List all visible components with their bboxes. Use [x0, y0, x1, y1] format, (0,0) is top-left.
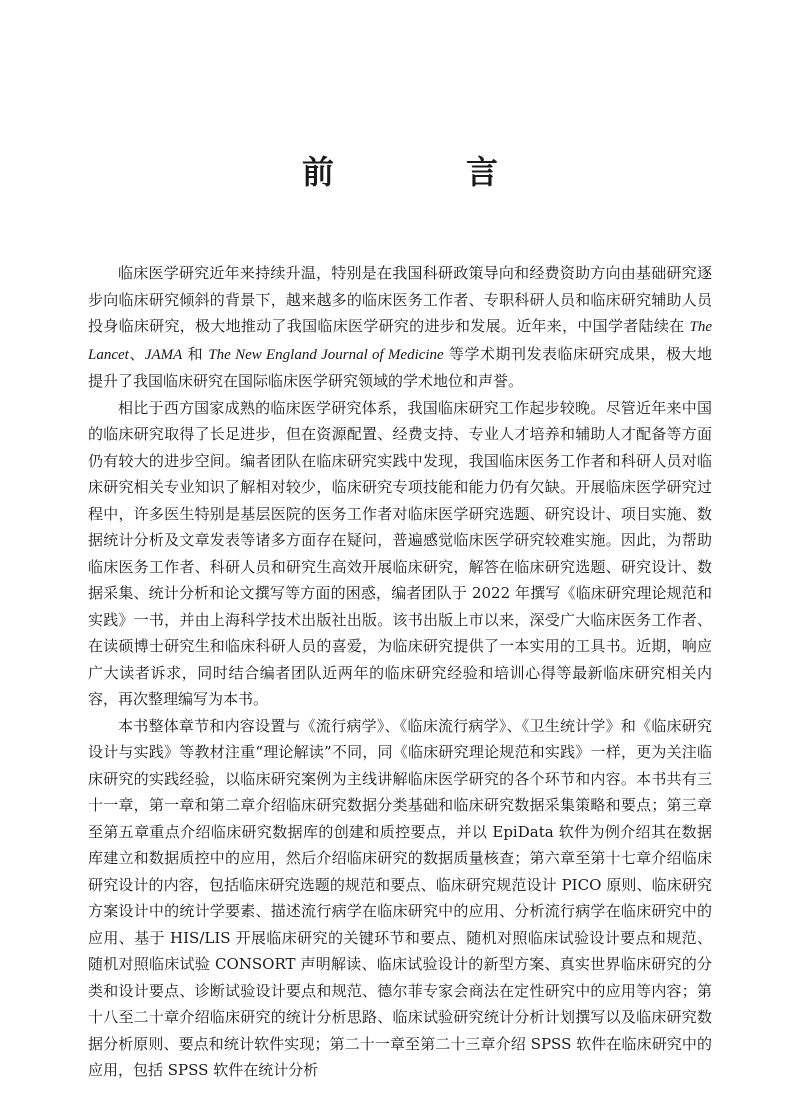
journal-title-jama: JAMA — [144, 346, 183, 363]
paragraph-1-text-1: 临床医学研究近年来持续升温，特别是在我国科研政策导向和经费资助方向由基础研究逐步向临床研究倾斜的背景下，越来越多的临床医务工作者、专职科研人员和临床研究辅助人员投身临床研究，极大地推动了我国临床医学研究的进步和发展。近年来，中国学者陆续在 — [88, 264, 712, 335]
paragraph-1-text-4: 等学术期刊发表临床研究成果，极大地提升了我国临床研究在国际临床医学研究领域的学术地位和声誉。 — [88, 344, 712, 390]
journal-title-nejm: The New England Journal of Medicine — [208, 346, 444, 363]
journal-title-lancet: The Lancet — [88, 319, 712, 363]
paragraph-1-text-3: 和 — [182, 344, 209, 363]
paragraph-3-text: 本书整体章节和内容设置与《流行病学》、《临床流行病学》、《卫生统计学》和《临床研究设计与实践》等教材注重“理论解读”不同，同《临床研究理论规范和实践》一样，更为关注临床研究的实践经验，以临床研究案例为主线讲解临床医学研究的各个环节和内容。本书共有三十一章，第一章和第二章介绍临床研究数据分类基础和临床研究数据采集策略和要点；第三章至第五章重点介绍临床研究数据库的创建和质控要点，并以 EpiData 软件为例介绍其在数据库建立和数据质控中的应用，然后介绍临床研究的数据质量核查；第六章至第十七章介绍临床研究设计的内容，包括临床研究选题的规范和要点、临床研究规范设计 PICO 原则、临床研究方案设计中的统计学要素、描述流行病学在临床研究中的应用、分析流行病学在临床研究中的应用、基于 HIS/LIS 开展临床研究的关键环节和要点、随机对照临床试验设计要点和规范、随机对照临床试验 CONSORT 声明解读、临床试验设计的新型方案、真实世界临床研究的分类和设计要点、诊断试验设计要点和规范、德尔菲专家会商法在定性研究中的应用等内容；第十八至二十章介绍临床研究的统计分析思路、临床试验研究统计分析计划撰写以及临床研究数据分析原则、要点和统计软件实现；第二十一章至第二十三章介绍 SPSS 软件在临床研究中的应用，包括 SPSS 软件在统计分析 — [88, 716, 712, 1079]
paragraph-3 — [88, 713, 712, 1084]
paragraph-1 — [88, 260, 712, 395]
preface-body — [88, 260, 712, 1084]
paragraph-2 — [88, 395, 712, 713]
paragraph-2-text: 相比于西方国家成熟的临床医学研究体系，我国临床研究工作起步较晚。尽管近年来中国的临床研究取得了长足进步，但在资源配置、经费支持、专业人才培养和辅助人才配备等方面仍有较大的进步空间。编者团队在临床研究实践中发现，我国临床医务工作者和科研人员对临床研究相关专业知识了解相对较少，临床研究专项技能和能力仍有欠缺。开展临床医学研究过程中，许多医生特别是基层医院的医务工作者对临床医学研究选题、研究设计、项目实施、数据统计分析及文章发表等诸多方面存在疑问，普遍感觉临床医学研究较难实施。因此，为帮助临床医务工作者、科研人员和研究生高效开展临床研究，解答在临床研究选题、研究设计、数据采集、统计分析和论文撰写等方面的困惑，编者团队于 2022 年撰写《临床研究理论规范和实践》一书，并由上海科学技术出版社出版。该书出版上市以来，深受广大临床医务工作者、在读硕博士研究生和临床科研人员的喜爱，为临床研究提供了一本实用的工具书。近期，响应广大读者诉求，同时结合编者团队近两年的临床研究经验和培训心得等最新临床研究相关内容，再次整理编写为本书。 — [88, 398, 712, 708]
paragraph-1-text-2: 、 — [128, 344, 145, 363]
page-title: 前 言 — [301, 153, 548, 191]
